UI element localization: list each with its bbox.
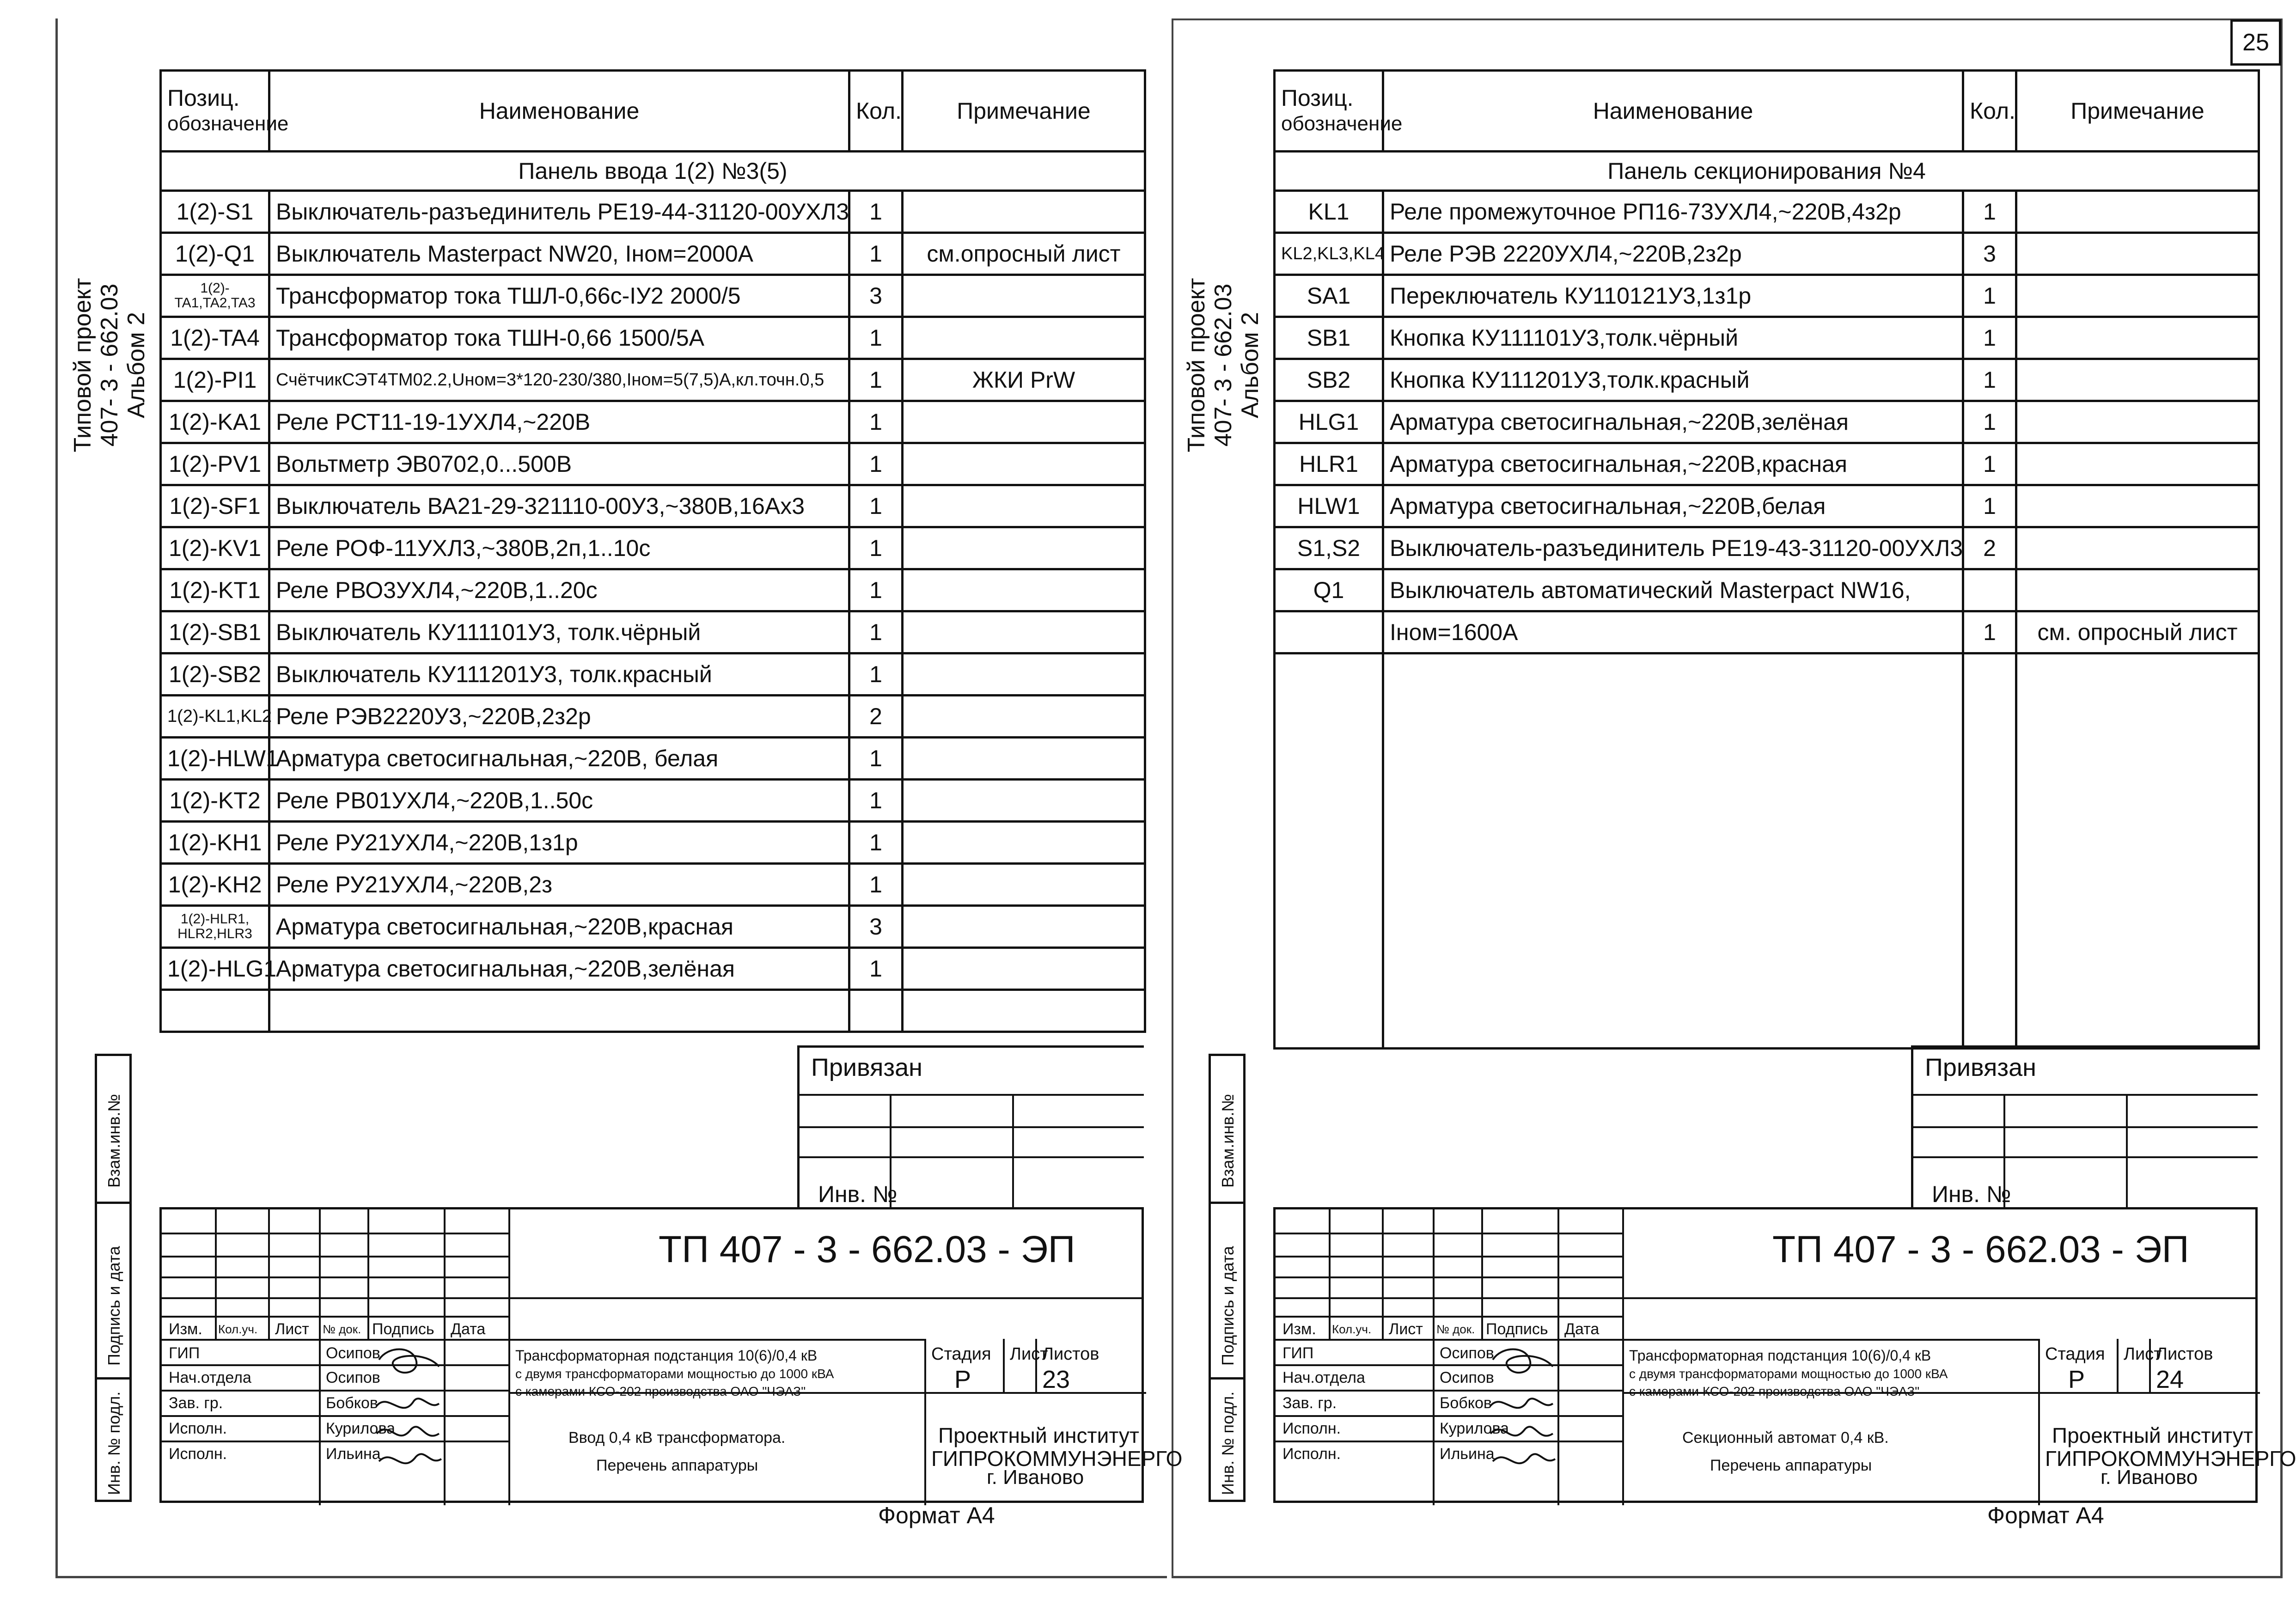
table-row xyxy=(161,569,1145,611)
table-row xyxy=(161,864,1145,906)
stamp-description-1: Ввод 0,4 кВ трансформатора. xyxy=(568,1429,786,1447)
row-name: Арматура светосигнальная,~220В,белая xyxy=(1383,485,1963,527)
table-row xyxy=(161,317,1145,359)
row-name: Выключатель КУ111201У3, толк.красный xyxy=(269,653,849,696)
row-position-code: HLG1 xyxy=(1275,401,1383,443)
table-row xyxy=(161,191,1145,233)
row-note xyxy=(2016,443,2259,485)
row-quantity: 1 xyxy=(1963,359,2016,401)
row-note: ЖКИ PrW xyxy=(903,359,1145,401)
row-quantity: 1 xyxy=(849,948,903,990)
right-title-block: ТП 407 - 3 - 662.03 - ЭП Изм. Кол.уч. Лист № док. Подпись Дата ГИП Нач.отдела Зав. гр. Исполн. Исполн. Осипов Осипов Бобков Курилова Ильина Трансформаторная подстанция 10(6)/0,4 кВ с двумя трансформаторами мощностью до 1000 кВА с камерами КСО-202 производства ОАО "ЧЭАЗ" Секционный автомат 0,4 кВ. Перечень аппаратуры Стадия Лист Листов Р 24 Проектный институт ГИПРОКОММУНЭНЕРГО г. Иваново xyxy=(1273,1207,2258,1503)
left-bound-box xyxy=(797,1045,1144,1207)
org-3: г. Иваново xyxy=(987,1466,1084,1489)
table-body-empty xyxy=(1275,653,2259,1049)
row-note xyxy=(903,948,1145,990)
row-position-code: 1(2)-HLG1 xyxy=(161,948,269,990)
org-1: Проектный институт xyxy=(938,1423,1139,1447)
left-rows xyxy=(161,191,1145,990)
header-pos: Позиц. обозначение xyxy=(161,71,269,152)
col-koluch: Кол.уч. xyxy=(218,1322,258,1336)
stamp-title-3: с камерами КСО-202 производства ОАО "ЧЭАЗ" xyxy=(515,1384,806,1398)
row-quantity: 1 xyxy=(1963,191,2016,233)
stamp-title-2: с двумя трансформаторами мощностью до 1000 кВА xyxy=(515,1367,834,1381)
inv-no-label: Инв. № xyxy=(818,1181,898,1207)
table-row xyxy=(161,738,1145,780)
doc-code: ТП 407 - 3 - 662.03 - ЭП xyxy=(659,1228,1075,1270)
side-label-inv: Инв. № подл. xyxy=(104,1391,123,1495)
row-name: Вольтметр ЭВ0702,0...500В xyxy=(269,443,849,485)
stamp-title-1: Трансформаторная подстанция 10(6)/0,4 кВ xyxy=(515,1347,818,1364)
col-list: Лист xyxy=(275,1320,309,1338)
row-note xyxy=(903,527,1145,569)
row-name: Трансформатор тока ТШН-0,66 1500/5А xyxy=(269,317,849,359)
name-2: Осипов xyxy=(326,1369,380,1386)
row-position-code: 1(2)-TA1,TA2,TA3 xyxy=(161,275,269,317)
side-label-podpis: Подпись и дата xyxy=(104,1246,123,1366)
row-name: Трансформатор тока ТШЛ-0,66с-IУ2 2000/5 xyxy=(269,275,849,317)
stage-label: Стадия xyxy=(931,1344,991,1364)
right-rows xyxy=(1275,191,2259,653)
right-format: Формат А4 xyxy=(1987,1502,2104,1528)
stamp-description-1: Секционный автомат 0,4 кВ. xyxy=(1682,1429,1889,1447)
row-position-code: 1(2)-HLR1, HLR2,HLR3 xyxy=(161,906,269,948)
row-note xyxy=(2016,233,2259,275)
left-title-block xyxy=(159,1207,1183,1503)
left-spec-sheet xyxy=(159,69,1146,1033)
row-quantity: 1 xyxy=(849,485,903,527)
row-quantity: 1 xyxy=(849,864,903,906)
row-quantity: 1 xyxy=(849,569,903,611)
row-position-code: 1(2)-KT2 xyxy=(161,780,269,822)
row-name: Реле промежуточное РП16-73УХЛ4,~220В,4з2р xyxy=(1383,191,1963,233)
row-note xyxy=(903,611,1145,653)
row-position-code: 1(2)-PV1 xyxy=(161,443,269,485)
row-name: Реле РВ01УХЛ4,~220В,1..50с xyxy=(269,780,849,822)
row-note xyxy=(2016,569,2259,611)
right-spec-table xyxy=(1273,69,2260,1050)
row-quantity: 1 xyxy=(849,822,903,864)
row-position-code: SB1 xyxy=(1275,317,1383,359)
table-row xyxy=(1275,191,2259,233)
spine-line3: Альбом 2 xyxy=(123,312,150,418)
table-row xyxy=(161,611,1145,653)
table-row xyxy=(161,906,1145,948)
row-position-code: HLR1 xyxy=(1275,443,1383,485)
table-row xyxy=(161,948,1145,990)
row-quantity: 1 xyxy=(849,653,903,696)
table-row xyxy=(161,780,1145,822)
row-quantity: 2 xyxy=(1963,527,2016,569)
row-quantity: 1 xyxy=(849,738,903,780)
row-note: см.опросный лист xyxy=(903,233,1145,275)
row-quantity: 1 xyxy=(1963,485,2016,527)
signatures-image xyxy=(370,1341,444,1480)
row-name: Выключатель-разъединитель РЕ19-43-31120-00УХЛ3 xyxy=(1383,527,1963,569)
stage-value: Р xyxy=(954,1366,971,1393)
row-name: Арматура светосигнальная,~220В, белая xyxy=(269,738,849,780)
row-position-code: 1(2)-KA1 xyxy=(161,401,269,443)
row-position-code: 1(2)-TA4 xyxy=(161,317,269,359)
role-gip: ГИП xyxy=(169,1344,200,1362)
row-note xyxy=(2016,275,2259,317)
row-name: СчётчикСЭТ4ТМ02.2,Uном=3*120-230/380,Iном=5(7,5)А,кл.точн.0,5 xyxy=(269,359,849,401)
table-row xyxy=(161,822,1145,864)
row-quantity: 1 xyxy=(849,191,903,233)
row-note xyxy=(903,317,1145,359)
table-row xyxy=(161,527,1145,569)
row-position-code: SA1 xyxy=(1275,275,1383,317)
table-row xyxy=(161,275,1145,317)
header-name: Наименование xyxy=(269,71,849,152)
table-header xyxy=(161,71,1145,152)
col-ndok: № док. xyxy=(323,1322,361,1336)
row-name: Реле РОФ-11УХЛ3,~380В,2п,1..10с xyxy=(269,527,849,569)
row-name: Выключатель автоматический Masterpact NW16, xyxy=(1383,569,1963,611)
name-3: Бобков xyxy=(326,1394,378,1412)
row-note xyxy=(903,906,1145,948)
role-head: Нач.отдела xyxy=(169,1369,251,1386)
side-label-vzam: Взам.инв.№ xyxy=(104,1093,123,1188)
row-quantity: 1 xyxy=(849,611,903,653)
row-quantity: 1 xyxy=(849,359,903,401)
row-quantity: 1 xyxy=(1963,611,2016,653)
row-name: Iном=1600А xyxy=(1383,611,1963,653)
row-name: Кнопка КУ111201У3,толк.красный xyxy=(1383,359,1963,401)
row-name: Арматура светосигнальная,~220В,красная xyxy=(1383,443,1963,485)
row-name: Переключатель КУ110121У3,1з1р xyxy=(1383,275,1963,317)
row-position-code: 1(2)-KL1,KL2 xyxy=(161,696,269,738)
bound-label: Привязан xyxy=(811,1054,922,1081)
row-name: Выключатель КУ111101У3, толк.чёрный xyxy=(269,611,849,653)
page-number: 25 xyxy=(2230,19,2281,66)
row-quantity: 1 xyxy=(1963,401,2016,443)
row-position-code: 1(2)-HLW1 xyxy=(161,738,269,780)
table-row xyxy=(1275,611,2259,653)
sheet-value: 23 xyxy=(1042,1366,1070,1393)
spine-line1: Типовой проект xyxy=(69,278,96,452)
row-note xyxy=(903,443,1145,485)
row-note xyxy=(2016,401,2259,443)
row-note xyxy=(903,864,1145,906)
row-position-code: 1(2)-PI1 xyxy=(161,359,269,401)
table-row xyxy=(1275,527,2259,569)
row-position-code: 1(2)-KH1 xyxy=(161,822,269,864)
row-name: Кнопка КУ111101У3,толк.чёрный xyxy=(1383,317,1963,359)
name-4: Курилова xyxy=(326,1420,396,1437)
row-position-code: 1(2)-S1 xyxy=(161,191,269,233)
row-quantity: 3 xyxy=(849,275,903,317)
row-note xyxy=(903,275,1145,317)
row-note xyxy=(903,738,1145,780)
right-side-strip: Взам.инв.№ Подпись и дата Инв. № подл. xyxy=(1209,1054,1246,1502)
table-row xyxy=(1275,317,2259,359)
name-1: Осипов xyxy=(326,1344,380,1362)
stamp-description-2: Перечень аппаратуры xyxy=(1710,1457,1872,1474)
row-position-code: 1(2)-KV1 xyxy=(161,527,269,569)
row-quantity: 1 xyxy=(849,443,903,485)
table-row xyxy=(161,443,1145,485)
table-row xyxy=(1275,275,2259,317)
sheets-label: Листов xyxy=(1042,1344,1099,1364)
row-quantity xyxy=(1963,569,2016,611)
table-row xyxy=(1275,359,2259,401)
row-position-code: 1(2)-SB1 xyxy=(161,611,269,653)
col-izm: Изм. xyxy=(169,1320,202,1338)
row-name: Выключатель-разъединитель РЕ19-44-31120-00УХЛ3 xyxy=(269,191,849,233)
row-position-code: S1,S2 xyxy=(1275,527,1383,569)
page-top-line xyxy=(1172,18,2281,20)
section-title: Панель ввода 1(2) №3(5) xyxy=(161,152,1145,191)
sheet-label: Лист xyxy=(1010,1344,1048,1364)
left-spec-table xyxy=(159,69,1146,1033)
row-name: Реле РУ21УХЛ4,~220В,1з1р xyxy=(269,822,849,864)
row-position-code: Q1 xyxy=(1275,569,1383,611)
row-position-code: HLW1 xyxy=(1275,485,1383,527)
row-name: Арматура светосигнальная,~220В,зелёная xyxy=(1383,401,1963,443)
row-name: Арматура светосигнальная,~220В,зелёная xyxy=(269,948,849,990)
table-row xyxy=(161,233,1145,275)
left-spine-label xyxy=(69,226,150,504)
row-position-code: KL2,KL3,KL4 xyxy=(1275,233,1383,275)
row-position-code: SB2 xyxy=(1275,359,1383,401)
table-row xyxy=(161,990,1145,1032)
row-quantity: 1 xyxy=(1963,275,2016,317)
stamp-description-2: Перечень аппаратуры xyxy=(596,1457,758,1474)
right-spec-sheet xyxy=(1273,69,2260,1050)
row-note xyxy=(2016,359,2259,401)
row-note xyxy=(2016,191,2259,233)
table-row xyxy=(161,485,1145,527)
row-name: Реле РВО3УХЛ4,~220В,1..20с xyxy=(269,569,849,611)
header-qty: Кол. xyxy=(849,71,903,152)
row-quantity: 1 xyxy=(849,401,903,443)
header-note: Примечание xyxy=(903,71,1145,152)
left-side-strip xyxy=(95,1054,132,1502)
right-spine-label: Типовой проект 407- 3 - 662.03 Альбом 2 xyxy=(1183,278,1264,452)
row-name: Выключатель ВА21-29-321110-00У3,~380В,16Ах3 xyxy=(269,485,849,527)
col-podpis: Подпись xyxy=(372,1320,434,1338)
table-row xyxy=(1275,401,2259,443)
row-note xyxy=(2016,485,2259,527)
row-position-code: 1(2)-SF1 xyxy=(161,485,269,527)
row-note: см. опросный лист xyxy=(2016,611,2259,653)
row-position-code: 1(2)-KT1 xyxy=(161,569,269,611)
row-name: Реле РЭВ 2220УХЛ4,~220В,2з2р xyxy=(1383,233,1963,275)
row-position-code: 1(2)-KH2 xyxy=(161,864,269,906)
row-note xyxy=(903,485,1145,527)
role-exec1: Исполн. xyxy=(169,1420,227,1437)
row-quantity: 3 xyxy=(1963,233,2016,275)
row-name: Реле РУ21УХЛ4,~220В,2з xyxy=(269,864,849,906)
row-note xyxy=(903,780,1145,822)
table-row xyxy=(161,359,1145,401)
role-group: Зав. гр. xyxy=(169,1394,223,1412)
row-name: Реле РСТ11-19-1УХЛ4,~220В xyxy=(269,401,849,443)
signatures-image xyxy=(1484,1341,1557,1480)
section-title: Панель секционирования №4 xyxy=(1275,152,2259,191)
row-note xyxy=(903,696,1145,738)
right-bound-box: Привязан Инв. № xyxy=(1911,1045,2258,1207)
col-data: Дата xyxy=(451,1320,486,1338)
row-name: Реле РЭВ2220У3,~220В,2з2р xyxy=(269,696,849,738)
role-exec2: Исполн. xyxy=(169,1445,227,1463)
spine-line2: 407- 3 - 662.03 xyxy=(96,283,123,447)
table-row xyxy=(161,401,1145,443)
row-position-code: 1(2)-Q1 xyxy=(161,233,269,275)
row-note xyxy=(903,569,1145,611)
row-note xyxy=(903,822,1145,864)
table-row xyxy=(1275,443,2259,485)
row-quantity: 1 xyxy=(849,317,903,359)
row-quantity: 3 xyxy=(849,906,903,948)
row-quantity: 1 xyxy=(849,233,903,275)
row-note xyxy=(903,191,1145,233)
table-row xyxy=(161,653,1145,696)
row-note xyxy=(903,653,1145,696)
row-name: Арматура светосигнальная,~220В,красная xyxy=(269,906,849,948)
table-row xyxy=(1275,569,2259,611)
row-position-code: KL1 xyxy=(1275,191,1383,233)
row-note xyxy=(903,401,1145,443)
row-note xyxy=(2016,317,2259,359)
row-position-code xyxy=(1275,611,1383,653)
table-row xyxy=(1275,233,2259,275)
row-quantity: 1 xyxy=(1963,443,2016,485)
row-name: Выключатель Masterpact NW20, Iном=2000А xyxy=(269,233,849,275)
sheet-value: 24 xyxy=(2156,1366,2184,1393)
name-5: Ильина xyxy=(326,1445,381,1463)
row-quantity: 1 xyxy=(1963,317,2016,359)
table-row xyxy=(161,696,1145,738)
row-note xyxy=(2016,527,2259,569)
row-position-code: 1(2)-SB2 xyxy=(161,653,269,696)
row-quantity: 1 xyxy=(849,527,903,569)
table-row xyxy=(1275,485,2259,527)
org-2: ГИПРОКОММУНЭНЕРГО xyxy=(931,1447,1183,1471)
row-quantity: 2 xyxy=(849,696,903,738)
table-header: Позиц. обозначение Наименование Кол. Примечание xyxy=(1275,71,2259,152)
left-format: Формат А4 xyxy=(878,1502,995,1528)
row-quantity: 1 xyxy=(849,780,903,822)
